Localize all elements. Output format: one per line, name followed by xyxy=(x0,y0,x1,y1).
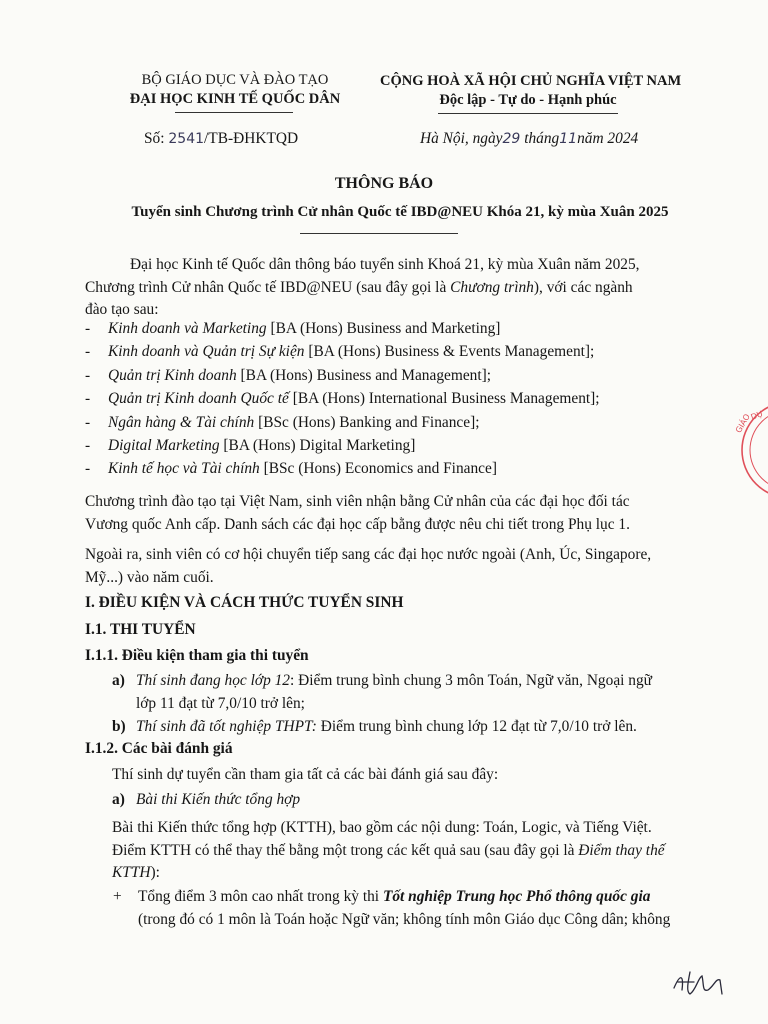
section-heading-1-1-2: I.1.2. Các bài đánh giá xyxy=(85,740,233,757)
condition-a-line-2: lớp 11 đạt từ 7,0/10 trở lên; xyxy=(136,694,305,712)
condition-b-marker: b) xyxy=(112,718,126,735)
date-prefix: Hà Nội, ngày xyxy=(420,130,503,147)
plus-exam-name: Tốt nghiệp Trung học Phổ thông quốc gia xyxy=(382,888,651,905)
degree-line-2: Vương quốc Anh cấp. Danh sách các đại học cấp bằng được nêu chi tiết trong Phụ lục 1. xyxy=(85,515,630,533)
program-vietnamese-name: Digital Marketing xyxy=(108,437,220,454)
program-vietnamese-name: Ngân hàng & Tài chính xyxy=(108,413,255,431)
plus-line-2: (trong đó có 1 môn là Toán hoặc Ngữ văn; không tính môn Giáo dục Công dân; không xyxy=(138,910,671,928)
ktth-line-1: Bài thi Kiến thức tổng hợp (KTTH), bao gồm các nội dung: Toán, Logic, và Tiếng Việt. xyxy=(112,819,652,836)
program-list-item xyxy=(85,414,479,432)
condition-a-marker: a) xyxy=(112,672,125,689)
section-heading-1-1-1: I.1.1. Điều kiện tham gia thi tuyển xyxy=(85,647,309,664)
program-english-name: [BSc (Hons) Economics and Finance] xyxy=(259,460,497,478)
program-english-name: [BA (Hons) International Business Management]; xyxy=(288,390,600,408)
university-underline xyxy=(175,112,293,113)
doc-no-handwritten: 2541 xyxy=(168,131,205,147)
motto-underline xyxy=(438,113,618,114)
program-vietnamese-name: Quản trị Kinh doanh xyxy=(108,366,237,384)
handwritten-initials xyxy=(668,968,728,1002)
date-month-handwritten: 11 xyxy=(559,131,578,147)
list-dash: - xyxy=(85,320,91,337)
intro-paragraph xyxy=(85,254,705,322)
condition-b-label: Thí sinh đã tốt nghiệp THPT: xyxy=(136,718,317,735)
program-english-name: [BA (Hons) Business and Marketing] xyxy=(266,320,501,337)
transfer-line-2: Mỹ...) vào năm cuối. xyxy=(85,568,214,586)
ktth-line-2a: Điểm KTTH có thể thay thế bằng một trong các kết quả sau (sau đây gọi là xyxy=(112,841,579,859)
assessment-a xyxy=(112,789,300,812)
program-list-item xyxy=(85,460,497,478)
ministry-name: BỘ GIÁO DỤC VÀ ĐÀO TẠO xyxy=(141,72,329,88)
ktth-line-2 xyxy=(112,840,732,863)
list-dash: - xyxy=(85,366,91,384)
program-vietnamese-name: Quản trị Kinh doanh Quốc tế xyxy=(108,390,289,408)
condition-a-text: : Điểm trung bình chung 3 môn Toán, Ngữ văn, Ngoại ngữ xyxy=(290,672,653,689)
assessment-intro: Thí sinh dự tuyển cần tham gia tất cả các bài đánh giá sau đây: xyxy=(112,766,499,783)
date-suffix: năm 2024 xyxy=(577,130,639,147)
list-dash: - xyxy=(85,390,91,408)
list-dash: - xyxy=(85,460,91,478)
program-english-name: [BA (Hons) Business & Events Management]; xyxy=(304,343,595,361)
svg-text:DỤ: DỤ xyxy=(749,409,764,422)
list-dash: - xyxy=(85,343,91,361)
date-mid: tháng xyxy=(520,130,560,147)
program-vietnamese-name: Kinh doanh và Marketing xyxy=(108,320,267,337)
program-english-name: [BA (Hons) Digital Marketing] xyxy=(219,437,416,454)
intro-program-term: Chương trình xyxy=(450,278,534,296)
ktth-substitute-term: Điểm thay thế xyxy=(578,841,665,859)
motto: Độc lập - Tự do - Hạnh phúc xyxy=(439,92,617,108)
university-name: ĐẠI HỌC KINH TẾ QUỐC DÂN xyxy=(129,91,341,107)
ktth-line-3 xyxy=(112,862,732,885)
intro-line-3: đào tạo sau: xyxy=(85,301,159,318)
svg-text:GIÁO: GIÁO xyxy=(733,412,752,435)
notice-subtitle: Tuyển sinh Chương trình Cử nhân Quốc tế IBD@NEU Khóa 21, kỳ mùa Xuân 2025 xyxy=(131,204,669,220)
university-seal-stamp xyxy=(728,400,768,500)
program-list-item xyxy=(85,343,594,361)
intro-line-2 xyxy=(85,277,705,300)
doc-no-prefix: Số: xyxy=(144,130,169,147)
degree-paragraph xyxy=(85,491,715,536)
country-name: CỘNG HOÀ XÃ HỘI CHỦ NGHĨA VIỆT NAM xyxy=(380,73,682,89)
degree-line-1: Chương trình đào tạo tại Việt Nam, sinh viên nhận bằng Cử nhân của các đại học đối tác xyxy=(85,493,630,510)
condition-b-text: Điểm trung bình chung lớp 12 đạt từ 7,0/10 trở lên. xyxy=(316,718,637,735)
list-dash: - xyxy=(85,413,91,431)
transfer-line-1: Ngoài ra, sinh viên có cơ hội chuyển tiếp sang các đại học nước ngoài (Anh, Úc, Singapore, xyxy=(85,546,652,563)
intro-line-2a: Chương trình Cử nhân Quốc tế IBD@NEU (sau đây gọi là xyxy=(85,278,451,296)
transfer-paragraph xyxy=(85,544,715,589)
program-english-name: [BA (Hons) Business and Management]; xyxy=(236,366,492,384)
condition-a xyxy=(112,670,712,715)
ktth-paragraph xyxy=(112,817,732,885)
program-list-item xyxy=(85,320,500,338)
intro-line-2b: ), với các ngành xyxy=(533,278,633,296)
assessment-a-label: Bài thi Kiến thức tổng hợp xyxy=(136,791,301,808)
document-date xyxy=(420,130,638,148)
notice-title: THÔNG BÁO xyxy=(334,175,434,192)
program-english-name: [BSc (Hons) Banking and Finance]; xyxy=(254,413,480,431)
program-vietnamese-name: Kinh tế học và Tài chính xyxy=(108,460,260,478)
ktth-line-3b: ): xyxy=(150,864,160,881)
program-list-item xyxy=(85,437,415,455)
intro-line-1: Đại học Kinh tế Quốc dân thông báo tuyển sinh Khoá 21, kỳ mùa Xuân năm 2025, xyxy=(130,256,640,273)
ktth-term: KTTH xyxy=(112,864,151,881)
condition-b xyxy=(112,716,712,739)
section-heading-1: I. ĐIỀU KIỆN VÀ CÁCH THỨC TUYỂN SINH xyxy=(85,594,404,611)
date-day-handwritten: 29 xyxy=(502,131,521,147)
plus-marker: + xyxy=(112,888,123,905)
title-divider xyxy=(300,233,458,234)
program-list-item xyxy=(85,390,600,408)
assessment-a-marker: a) xyxy=(112,791,125,808)
section-heading-1-1: I.1. THI TUYỂN xyxy=(85,621,196,638)
plus-item xyxy=(112,886,732,931)
list-dash: - xyxy=(85,437,91,454)
program-vietnamese-name: Kinh doanh và Quản trị Sự kiện xyxy=(108,343,305,361)
condition-a-label: Thí sinh đang học lớp 12 xyxy=(136,672,291,689)
plus-text-a: Tổng điểm 3 môn cao nhất trong kỳ thi xyxy=(138,888,383,905)
program-list-item xyxy=(85,367,491,385)
document-number xyxy=(144,130,298,148)
doc-no-suffix: /TB-ĐHKTQD xyxy=(204,130,299,147)
